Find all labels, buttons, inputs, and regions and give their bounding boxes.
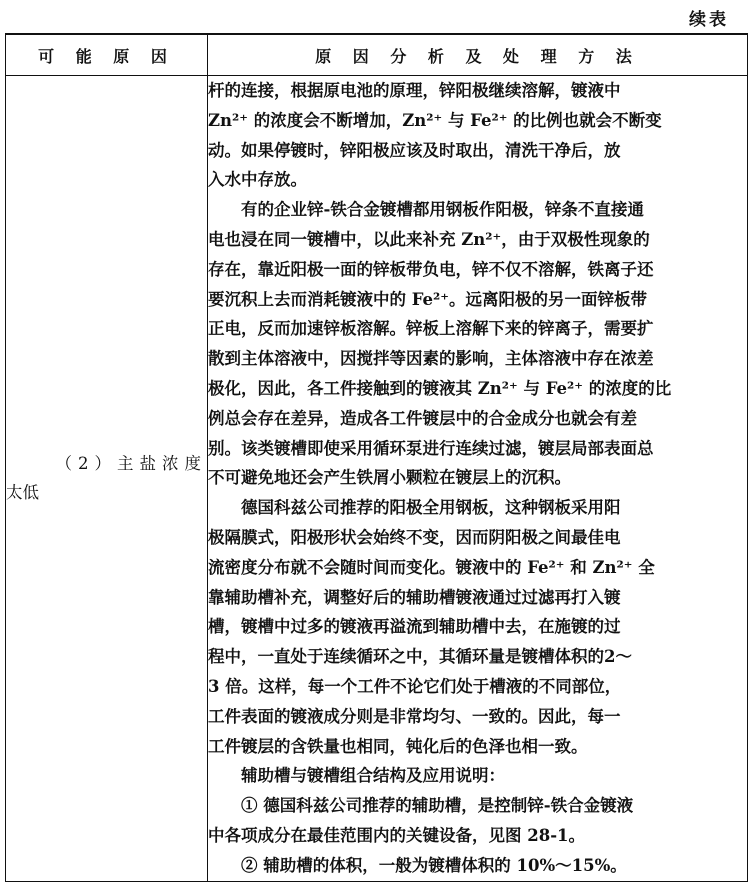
analysis-line: 电也浸在同一镀槽中，以此来补充 Zn²⁺，由于双极性现象的: [208, 229, 650, 249]
analysis-cell: [208, 76, 748, 882]
analysis-line: 槽，镀槽中过多的镀液再溢流到辅助槽中去，在施镀的过: [208, 617, 621, 637]
header-analysis-method: 原 因 分 析 及 处 理 方 法: [208, 34, 748, 76]
cause-text-line-1: （2）主盐浓度: [55, 454, 207, 474]
analysis-line: Zn²⁺ 的浓度会不断增加，Zn²⁺ 与 Fe²⁺ 的比例也就会不断变: [208, 110, 662, 130]
analysis-line: 程中，一直处于连续循环之中，其循环量是镀槽体积的2～: [208, 647, 632, 667]
analysis-line: 杆的连接，根据原电池的原理，锌阳极继续溶解，镀液中: [208, 81, 621, 100]
analysis-line: 德国科兹公司推荐的阳极全用钢板，这种钢板采用阳: [241, 498, 621, 518]
analysis-line: 例总会存在差异，造成各工件镀层中的合金成分也就会有差: [208, 408, 637, 428]
header-possible-cause: 可 能 原 因: [6, 34, 208, 76]
analysis-line: 流密度分布就不会随时间而变化。镀液中的 Fe²⁺ 和 Zn²⁺ 全: [208, 557, 655, 577]
analysis-line: 要沉积上去而消耗镀液中的 Fe²⁺。远离阳极的另一面锌板带: [208, 289, 647, 309]
analysis-line: ② 辅助槽的体积，一般为镀槽体积的 10%～15%。: [241, 855, 627, 875]
analysis-line: 工件表面的镀液成分则是非常均匀、一致的。因此，每一: [208, 706, 621, 726]
analysis-line: 动。如果停镀时，锌阳极应该及时取出，清洗干净后，放: [208, 140, 621, 160]
analysis-line: 极化，因此，各工件接触到的镀液其 Zn²⁺ 与 Fe²⁺ 的浓度的比: [208, 378, 672, 398]
analysis-line: 不可避免地还会产生铁屑小颗粒在镀层上的沉积。: [208, 468, 571, 488]
cause-cell: [6, 76, 208, 882]
analysis-line: 别。该类镀槽即使采用循环泵进行连续过滤，镀层局部表面总: [208, 438, 654, 458]
analysis-line: ① 德国科兹公司推荐的辅助槽，是控制锌-铁合金镀液: [241, 796, 634, 816]
analysis-line: 有的企业锌-铁合金镀槽都用钢板作阳极，锌条不直接通: [241, 200, 644, 220]
table-row: [6, 76, 748, 882]
analysis-line: 散到主体溶液中，因搅拌等因素的影响，主体溶液中存在浓差: [208, 349, 654, 369]
analysis-line: 极隔膜式，阳极形状会始终不变，因而阴阳极之间最佳电: [208, 527, 621, 547]
analysis-line: 辅助槽与镀槽组合结构及应用说明：: [241, 766, 505, 786]
analysis-line: 存在，靠近阳极一面的锌板带负电，锌不仅不溶解，铁离子还: [208, 259, 654, 279]
cause-text-line-2: 太低: [6, 483, 39, 503]
troubleshooting-table: [5, 33, 748, 882]
analysis-line: 靠辅助槽补充，调整好后的辅助槽镀液通过过滤再打入镀: [208, 587, 621, 607]
analysis-line: 工件镀层的含铁量也相同，钝化后的色泽也相一致。: [208, 736, 588, 756]
continued-table-label: 续表: [689, 10, 729, 30]
analysis-line: 3 倍。这样，每一个工件不论它们处于槽液的不同部位，: [208, 676, 622, 696]
analysis-line: 入水中存放。: [208, 170, 307, 190]
analysis-line: 中各项成分在最佳范围内的关键设备，见图 28-1。: [208, 825, 586, 845]
analysis-line: 正电，反而加速锌板溶解。锌板上溶解下来的锌离子，需要扩: [208, 319, 654, 339]
table-header-row: [6, 34, 748, 76]
